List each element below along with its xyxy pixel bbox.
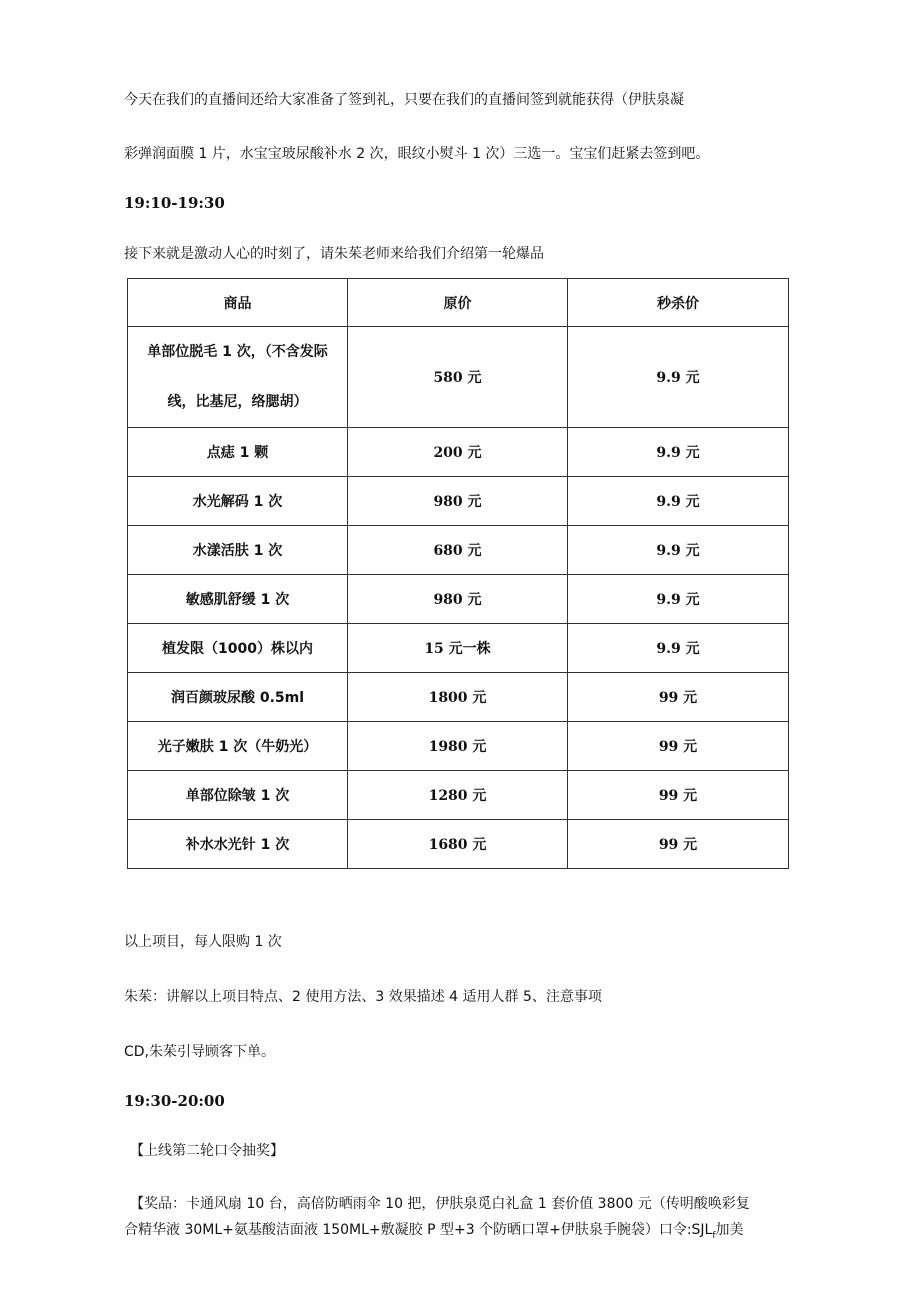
table-row [128,477,789,526]
lottery-heading: 【上线第二轮口令抽奖】 [130,1143,284,1159]
sale-cell: 99 元 [568,820,789,869]
table-row [128,327,789,428]
item-cell [128,327,348,428]
sale-cell: 99 元 [568,722,789,771]
prize-line-2-text: 合精华液 30ML+氨基酸洁面液 150ML+敷凝胶 P 型+3 个防晒口罩+伊肤泉手腕袋）口令:SJL [124,1222,713,1238]
header-original-price: 原价 [348,279,568,327]
time-slot-heading-2: 19:30-20:00 [124,1092,225,1110]
header-sale-price: 秒杀价 [568,279,789,327]
item-cell: 水光解码 1 次 [128,477,348,526]
limit-note: 以上项目，每人限购 1 次 [124,934,282,950]
sale-cell: 99 元 [568,673,789,722]
sale-cell: 9.9 元 [568,624,789,673]
table-row [128,526,789,575]
table-row [128,820,789,869]
prize-line-2 [124,1220,744,1246]
price-cell: 680 元 [348,526,568,575]
price-cell: 15 元一株 [348,624,568,673]
table-row [128,722,789,771]
table-row [128,428,789,477]
price-cell: 1680 元 [348,820,568,869]
item-line-2: 线，比基尼，络腮胡） [167,394,308,410]
host-instructions: 朱茱：讲解以上项目特点、2 使用方法、3 效果描述 4 适用人群 5、注意事项 [124,989,602,1005]
table-row [128,624,789,673]
table-header-row [128,279,789,327]
item-line-1: 单部位脱毛 1 次，（不含发际 [147,344,328,360]
sale-cell: 9.9 元 [568,575,789,624]
price-cell: 580 元 [348,327,568,428]
item-cell: 敏感肌舒缓 1 次 [128,575,348,624]
item-cell: 单部位除皱 1 次 [128,771,348,820]
price-cell: 1800 元 [348,673,568,722]
header-item: 商品 [128,279,348,327]
table-row [128,771,789,820]
price-table [127,278,789,869]
item-cell: 点痣 1 颗 [128,428,348,477]
sale-cell: 99 元 [568,771,789,820]
item-cell: 润百颜玻尿酸 0.5ml [128,673,348,722]
price-cell: 980 元 [348,575,568,624]
sale-cell: 9.9 元 [568,526,789,575]
prize-line-2-tail: 加美 [715,1222,744,1238]
signin-paragraph-line1: 今天在我们的直播间还给大家准备了签到礼，只要在我们的直播间签到就能获得（伊肤泉凝 [124,92,684,108]
item-cell: 水漾活肤 1 次 [128,526,348,575]
prize-line-1: 【奖品：卡通风扇 10 台，高倍防晒雨伞 10 把，伊肤泉觅白礼盒 1 套价值 3800 元（传明酸唤彩复 [130,1196,750,1212]
item-cell: 补水水光针 1 次 [128,820,348,869]
table-row [128,575,789,624]
item-cell: 光子嫩肤 1 次（牛奶光） [128,722,348,771]
price-cell: 200 元 [348,428,568,477]
price-cell: 980 元 [348,477,568,526]
item-cell: 植发限（1000）株以内 [128,624,348,673]
subscript-letter: f [712,1230,716,1241]
sale-cell: 9.9 元 [568,477,789,526]
price-cell: 1980 元 [348,722,568,771]
sale-cell: 9.9 元 [568,428,789,477]
intro-paragraph: 接下来就是激动人心的时刻了，请朱茱老师来给我们介绍第一轮爆品 [124,246,544,262]
signin-paragraph-line2: 彩弹润面膜 1 片，水宝宝玻尿酸补水 2 次，眼纹小熨斗 1 次）三选一。宝宝们赶紧去签到吧。 [124,146,710,162]
order-guidance: CD,朱茱引导顾客下单。 [124,1044,276,1060]
sale-cell: 9.9 元 [568,327,789,428]
price-cell: 1280 元 [348,771,568,820]
table-row [128,673,789,722]
time-slot-heading: 19:10-19:30 [124,194,225,212]
